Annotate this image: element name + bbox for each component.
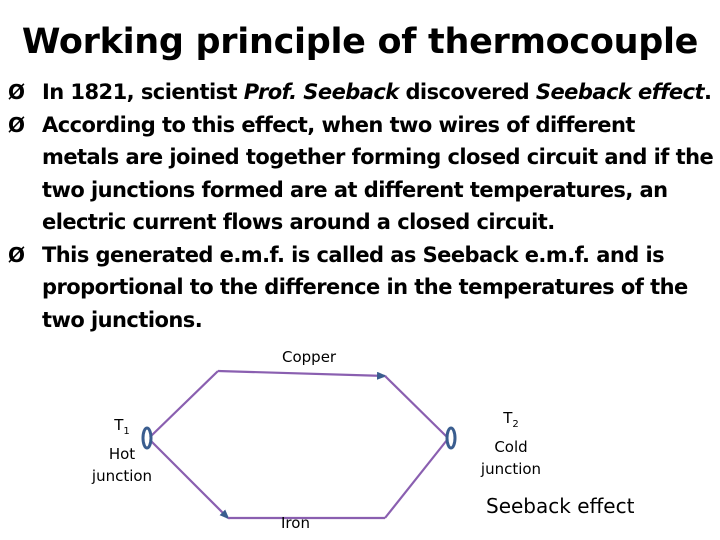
bullet-arrow-icon: Ø — [8, 80, 25, 104]
cold-junction-label — [476, 407, 546, 480]
hot-junction-symbol — [90, 414, 154, 443]
cold-junction-line2: Cold — [494, 438, 528, 456]
hot-junction-line2: Hot — [108, 445, 136, 463]
copper-wire — [150, 371, 447, 437]
iron-wire — [150, 440, 447, 518]
symbol-subscript: 1 — [123, 426, 130, 437]
bullet-text-italic: Seeback effect — [535, 80, 704, 104]
bullet-text-part: In 1821, scientist — [42, 80, 244, 104]
slide-title: Working principle of thermocouple — [21, 22, 699, 62]
bullet-text: This generated e.m.f. is called as Seeback e.m.f. and is proportional to the difference in the temperatures of the two junctions. — [42, 242, 688, 332]
bullet-text-part: discovered — [398, 80, 536, 104]
copper-label: Copper — [282, 348, 337, 366]
bullet-arrow-icon: Ø — [8, 242, 25, 267]
iron-label: Iron — [281, 514, 310, 532]
bullet-arrow-icon: Ø — [8, 112, 25, 137]
bullet-text-part: . — [703, 80, 712, 104]
symbol-text: T — [503, 409, 513, 427]
bullet-text: According to this effect, when two wires of different metals are joined together forming closed circuit and if the two junctions formed are at different temperatures, an electric current flows around a closed circuit. — [42, 112, 714, 234]
diagram-caption: Seeback effect — [486, 494, 635, 518]
symbol-subscript: 2 — [512, 419, 519, 430]
cold-junction-icon — [447, 428, 455, 448]
hot-junction-label — [90, 414, 154, 487]
hot-junction-line3: junction — [91, 467, 153, 485]
cold-junction-line3: junction — [480, 460, 542, 478]
symbol-text: T — [114, 416, 124, 434]
bullet-text-italic: Prof. Seeback — [243, 80, 399, 104]
cold-junction-symbol — [476, 407, 546, 436]
